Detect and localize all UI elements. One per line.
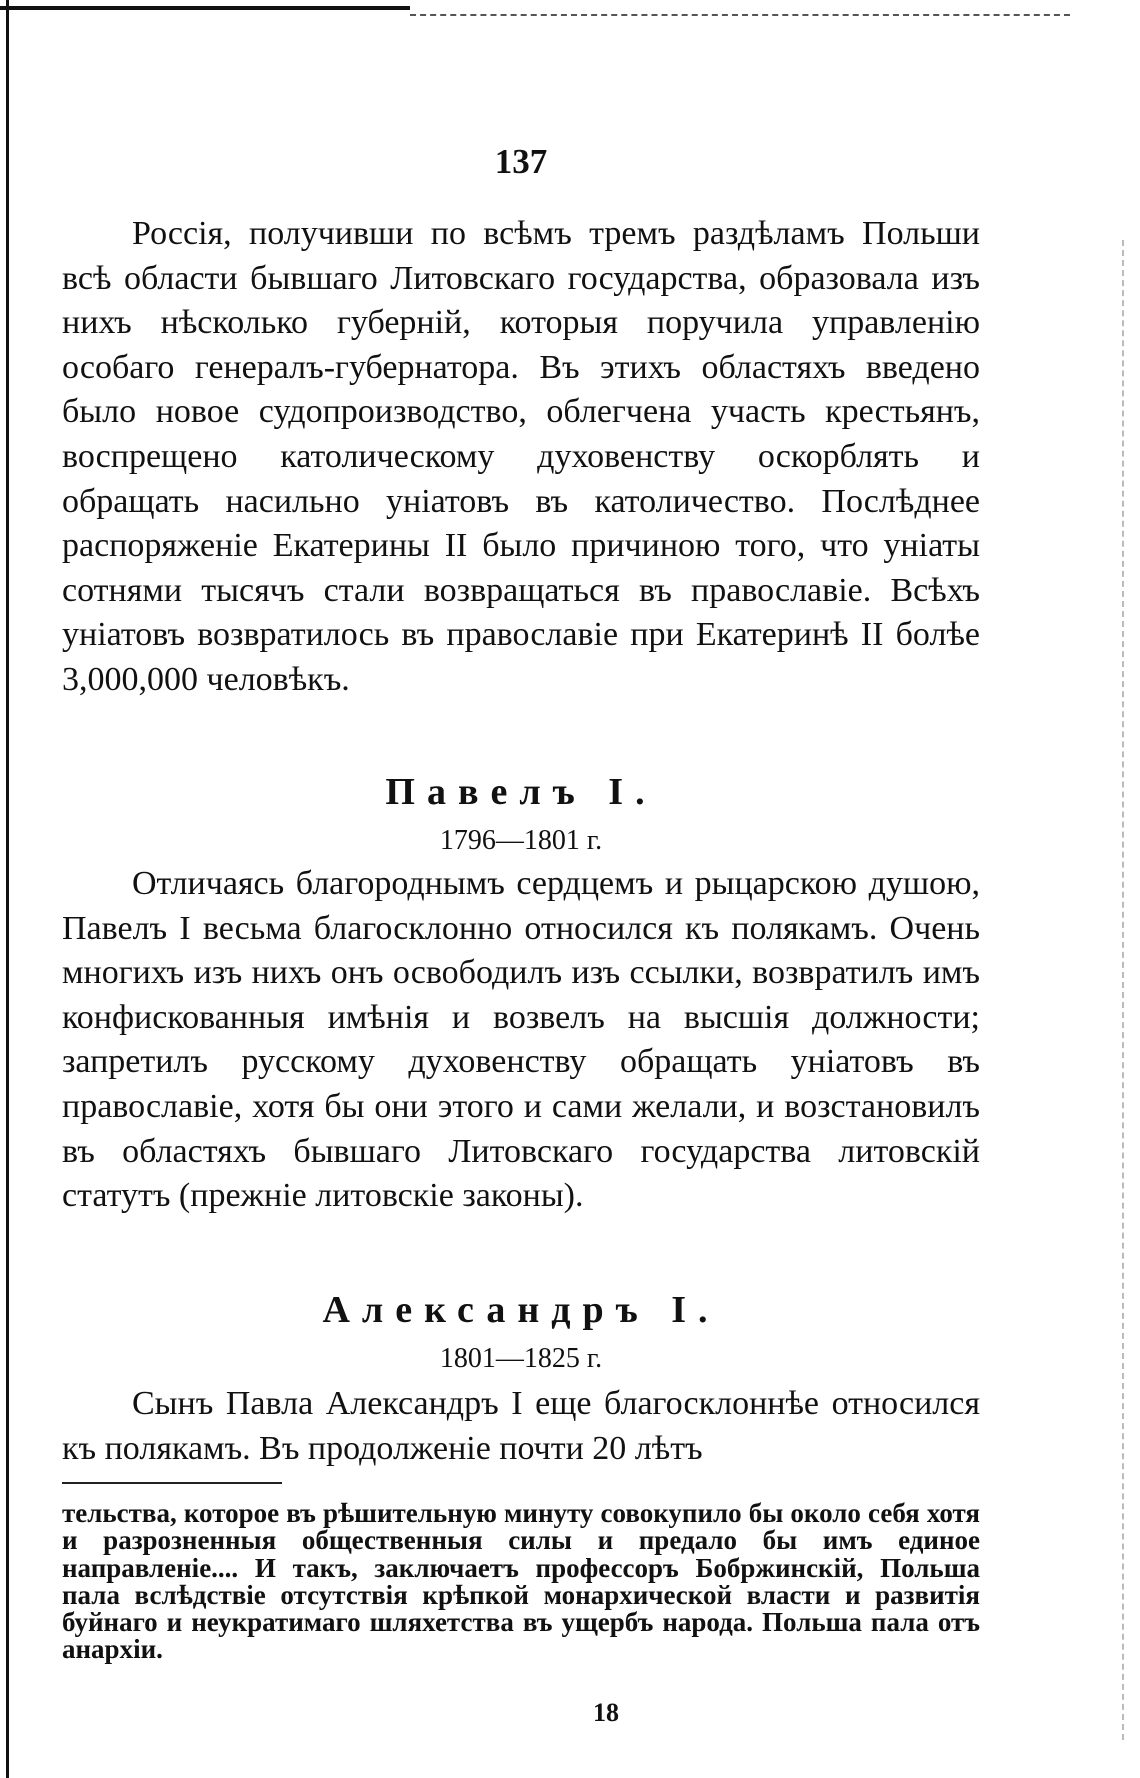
section-paragraph-alexander: Сынъ Павла Александръ I еще благосклоннѣе относился къ полякамъ. Въ продолженіе почти 20 лѣтъ [62,1385,980,1467]
section-dates-alexander: 1801—1825 г. [439,1343,603,1374]
scan-border-top [0,6,410,10]
section-title-pavel: Павелъ I. [385,771,657,813]
footnote-separator [62,1482,282,1484]
scan-border-left [6,0,9,1778]
signature-mark: 18 [593,1698,619,1727]
scan-border-top-dashed [410,14,1070,16]
section-dates-pavel: 1796—1801 г. [439,825,603,856]
footnote: тельства, которое въ рѣшительную минуту совокупило бы около себя хотя и разрозненныя общественныя силы и предало бы имъ единое направленіе.... И такъ, заключаетъ профессоръ Бобржинскій, Польша пала вслѣдствіе отсутствія крѣпкой монархической власти и развитія буйнаго и неукратимаго шляхетства въ ущербъ народа. Польша пала отъ анархіи. [62,1498,980,1665]
page-number: 137 [494,142,548,181]
scan-border-right [1122,240,1124,1740]
section-title-alexander: Александръ I. [322,1289,720,1331]
intro-paragraph: Россія, получивши по всѣмъ тремъ раздѣламъ Польши всѣ области бывшаго Литовскаго государства, образовала изъ нихъ нѣсколько губерній, которыя поручила управленію особаго генералъ-губернатора. Въ этихъ областяхъ введено было новое судопроизводство, облегчена участь крестьянъ, воспрещено католическому духовенству оскорблять и обращать насильно уніатовъ въ католичество. Послѣднее распоряженіе Екатерины II было причиною того, что уніаты сотнями тысячъ стали возвращаться въ православіе. Всѣхъ уніатовъ возвратилось въ православіе при Екатеринѣ II болѣе 3,000,000 человѣкъ. [62,215,980,698]
section-paragraph-pavel: Отличаясь благороднымъ сердцемъ и рыцарскою душою, Павелъ I весьма благосклонно относился къ полякамъ. Очень многихъ изъ нихъ онъ освободилъ изъ ссылки, возвратилъ имъ конфискованныя имѣнія и возвелъ на высшія должности; запретилъ русскому духовенству обращать уніатовъ въ православіе, хотя бы они этого и сами желали, и возстановилъ въ областяхъ бывшаго Литовскаго государства литовскій статутъ (прежніе литовскіе законы). [62,865,980,1215]
